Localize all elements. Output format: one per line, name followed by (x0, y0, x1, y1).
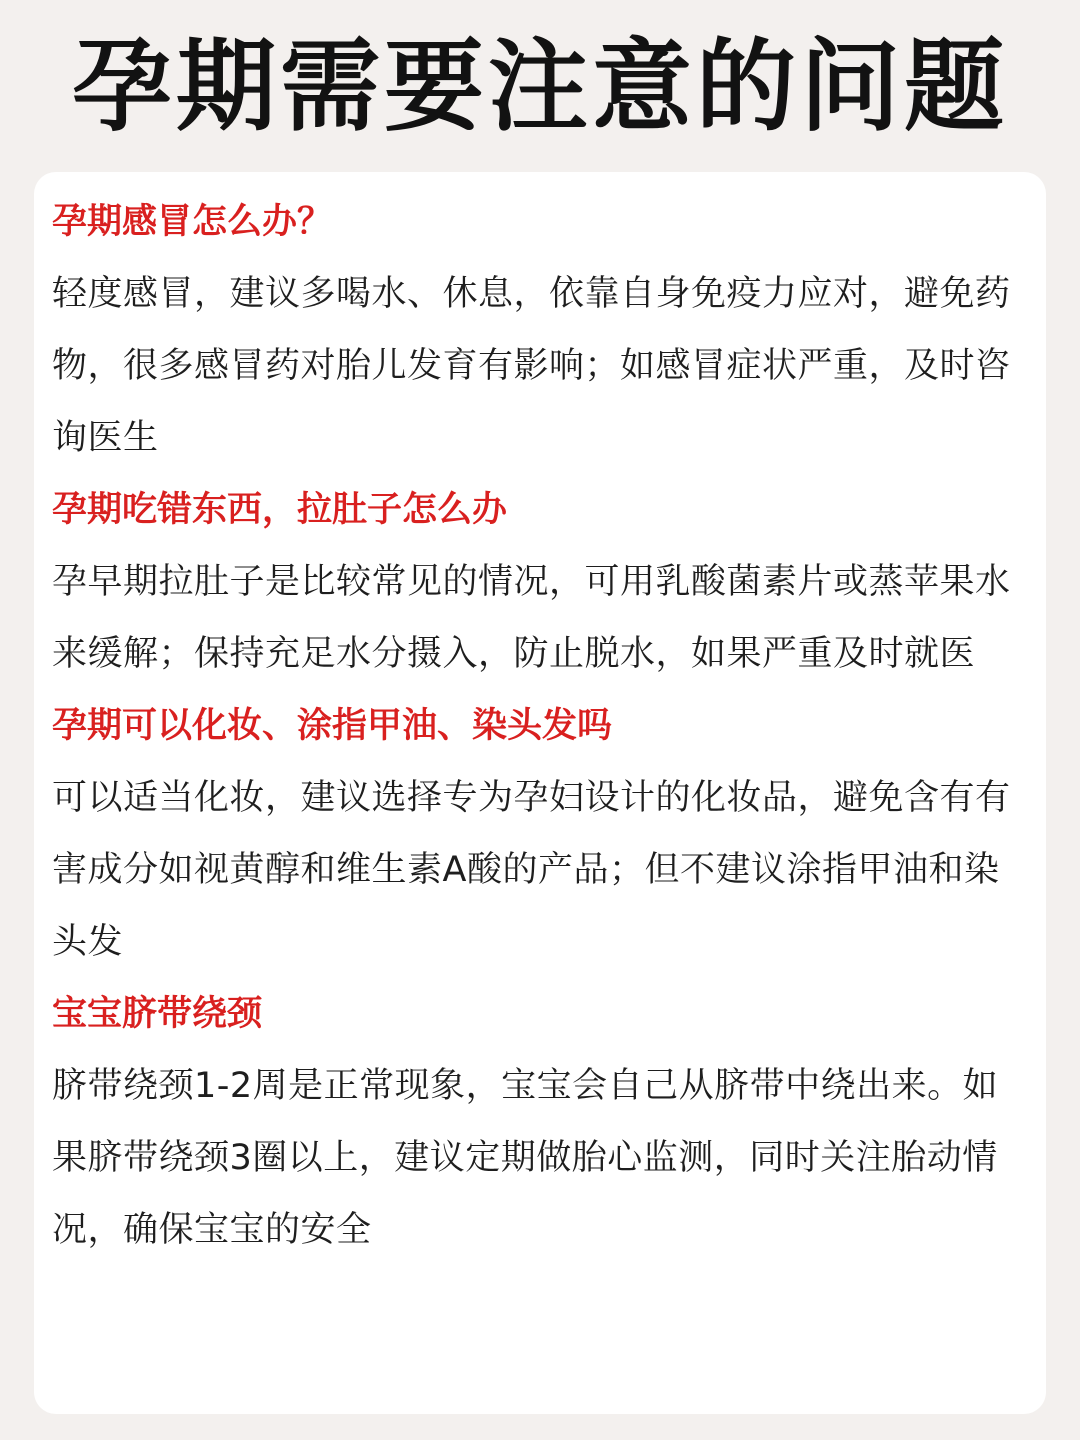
section-umbilical-cord (52, 978, 1028, 1266)
section-cosmetics (52, 690, 1028, 978)
question-heading: 孕期吃错东西，拉肚子怎么办 (52, 490, 508, 530)
answer-text: 脐带绕颈1-2周是正常现象，宝宝会自己从脐带中绕出来。如果脐带绕颈3圈以上，建议定期做胎心监测，同时关注胎动情况，确保宝宝的安全 (52, 1066, 999, 1250)
page-title: 孕期需要注意的问题 (72, 28, 1008, 145)
section-diarrhea (52, 474, 1028, 690)
content-card (34, 172, 1046, 1414)
question-heading: 宝宝脐带绕颈 (52, 994, 263, 1034)
answer-text: 孕早期拉肚子是比较常见的情况，可用乳酸菌素片或蒸苹果水来缓解；保持充足水分摄入，防止脱水，如果严重及时就医 (52, 562, 1011, 674)
answer-text: 轻度感冒，建议多喝水、休息，依靠自身免疫力应对，避免药物，很多感冒药对胎儿发育有影响；如感冒症状严重，及时咨询医生 (52, 274, 1011, 458)
question-heading: 孕期可以化妆、涂指甲油、染头发吗 (52, 706, 613, 746)
answer-text: 可以适当化妆，建议选择专为孕妇设计的化妆品，避免含有有害成分如视黄醇和维生素A酸的产品；但不建议涂指甲油和染头发 (52, 778, 1011, 962)
section-cold (52, 186, 1028, 474)
question-heading: 孕期感冒怎么办？ (52, 202, 333, 242)
